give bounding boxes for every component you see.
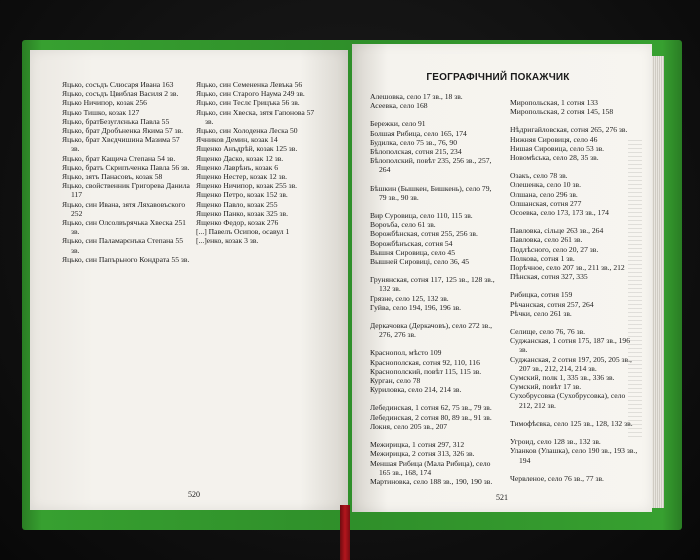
index-entry: Локня, село 205 зв., 207 — [370, 421, 448, 431]
index-entry: Яцько Тишко, козак 127 — [62, 107, 140, 117]
index-entry: Яцько, свойственник Григорева Данила 117 — [62, 181, 190, 200]
right-page-number: 521 — [496, 493, 508, 502]
index-entry: Яцько, син Старого Наума 249 зв. — [196, 89, 305, 99]
index-entry: Деркачовка (Деркачовъ), село 272 зв., 276, 276 зв. — [370, 321, 492, 340]
left-page-number: 520 — [188, 490, 200, 499]
index-entry: Ященко Нестер, козак 12 зв. — [196, 172, 288, 182]
index-entry: Уланков (Улашка), село 190 зв., 193 зв., 194 — [510, 446, 638, 465]
index-entry: Краснополская, сотня 92, 110, 116 — [370, 357, 480, 367]
index-entry: Бережки, село 91 — [370, 119, 426, 129]
index-entry: Полкова, сотня 1 зв. — [510, 253, 575, 263]
index-entry: Сухобрусовка (Сухобрусовка), село 212, 212 зв. — [510, 391, 626, 410]
index-entry: Яцько, син Олсолвърячька Хвеска 251 зв. — [62, 218, 186, 237]
index-entry: Яцько, братБезуглєнька Павла 55 — [62, 116, 170, 126]
index-entry: Павловка, село 261 зв. — [510, 235, 583, 245]
index-entry: Яцько, брат Кащича Степана 54 зв. — [62, 153, 176, 163]
index-entry: Селище, село 76, 76 зв. — [510, 327, 586, 337]
index-entry: Яцько, син Хвеска, зятя Гапонова 57 зв. — [196, 107, 315, 126]
index-entry: Межирицка, 2 сотня 313, 326 зв. — [370, 449, 475, 459]
index-entry: Рѣчанская, сотня 257, 264 — [510, 299, 594, 309]
index-entry: Озакъ, село 78 зв. — [510, 171, 568, 181]
index-title: ГЕОГРАФІЧНИЙ ПОКАЖЧИК — [426, 72, 570, 83]
index-entry: Бѣшкин (Бышкен, Бишкень), село 79, 79 зв., 90 зв. — [370, 183, 492, 202]
index-entry: Яцько, син Теслє Грицъка 56 зв. — [196, 98, 300, 108]
index-entry: Болшая Рибица, село 165, 174 — [370, 128, 467, 138]
index-entry: Грунянская, сотня 117, 125 зв., 128 зв., 132 зв. — [370, 275, 495, 294]
bookmark-ribbon — [340, 505, 350, 560]
index-entry: Яцько Ничипор, козак 256 — [62, 98, 147, 108]
index-entry: Суджанская, 1 сотня 175, 187 зв., 196 зв. — [510, 336, 631, 355]
right-page-column-1 — [370, 92, 500, 486]
index-entry: Сумский, полк 1, 335 зв., 336 зв. — [510, 373, 615, 383]
index-entry: Яцько, братъ Скрипъченка Павла 56 зв. — [62, 162, 190, 172]
index-entry: Будилка, село 75 зв., 76, 90 — [370, 137, 458, 147]
index-entry: Бѣлополская, сотня 215, 234 — [370, 147, 462, 157]
index-entry: Пѣнская, сотня 327, 335 — [510, 272, 588, 282]
index-entry: Курган, село 78 — [370, 376, 421, 386]
index-entry: Яцько, брат Хвєдчишина Мазима 57 зв. — [62, 135, 180, 154]
index-entry: Яцько, зятъ Панасовъ, козак 58 — [62, 172, 163, 182]
index-entry: Нижняя Сировиця, село 46 — [510, 134, 598, 144]
index-entry: Ященко Павло, козак 255 — [196, 199, 278, 209]
index-entry: Новомѣська, село 28, 35 зв. — [510, 153, 599, 163]
page-edges — [652, 56, 664, 508]
index-entry: Ященко Петро, козак 152 зв. — [196, 190, 288, 200]
index-entry: Лебединская, 1 сотня 62, 75 зв., 79 зв. — [370, 403, 492, 413]
index-entry: Олшанская, сотня 277 — [510, 198, 582, 208]
index-entry: Рибицка, сотня 159 — [510, 290, 573, 300]
index-entry: Краснополский, повѣт 115, 115 зв. — [370, 366, 482, 376]
index-entry: Яцько, син Папърьного Кондрата 55 зв. — [62, 254, 190, 264]
index-entry: Межирицка, 1 сотня 297, 312 — [370, 440, 465, 450]
index-entry: Ященко Ничипор, козак 255 зв. — [196, 181, 298, 191]
index-entry: Осоевка, село 173, 173 зв., 174 — [510, 208, 609, 218]
index-entry: Миропольская, 2 сотня 145, 158 — [510, 107, 614, 117]
index-entry: Ященко Анъдрѣй, козак 125 зв. — [196, 144, 298, 154]
index-entry: Порѣчное, село 207 зв., 211 зв., 212 — [510, 263, 625, 273]
left-page-column-2 — [196, 80, 324, 246]
index-entry: Вышня Сировица, село 45 — [370, 247, 455, 257]
index-entry: Рѣчки, село 261 зв. — [510, 308, 572, 318]
index-entry: Яцько, сосъдъ Цвиблая Василя 2 зв. — [62, 89, 179, 99]
index-entry: Червленое, село 76 зв., 77 зв. — [510, 473, 604, 483]
index-entry: Бѣлополский, повѣт 235, 256 зв., 257, 264 — [370, 156, 492, 175]
index-entry: Грязне, село 125, 132 зв. — [370, 293, 449, 303]
right-page-column-2 — [510, 98, 638, 483]
index-entry: Павловка, сільце 263 зв., 264 — [510, 226, 604, 236]
index-entry: Олшана, село 296 зв. — [510, 189, 578, 199]
index-entry: Ященко Федор, козак 276 — [196, 218, 279, 228]
left-page-column-1 — [62, 80, 190, 264]
index-entry: Куриловка, село 214, 214 зв. — [370, 385, 462, 395]
index-entry: Гуйва, село 194, 196, 196 зв. — [370, 302, 462, 312]
index-entry: Ворожбѣнъская, сотня 54 — [370, 238, 453, 248]
index-entry: Ячников Демин, козак 14 — [196, 135, 278, 145]
index-entry: Лебединская, 2 сотня 80, 89 зв., 91 зв. — [370, 412, 492, 422]
index-entry: Вышней Сировиці, село 36, 45 — [370, 257, 470, 267]
index-entry: Краснопол, мѣсто 109 — [370, 348, 442, 358]
index-entry: Яцько, син Паламарєнъка Степана 55 зв. — [62, 236, 183, 255]
index-entry: Подлѣсного, село 20, 27 зв. — [510, 244, 599, 254]
index-entry: Алешовка, село 17 зв., 18 зв. — [370, 92, 463, 101]
index-entry: Ященко Панко, козак 325 зв. — [196, 208, 288, 218]
index-entry: Яцько, син Ивана, зятя Ляхавовъского 252 — [62, 199, 186, 218]
index-entry: Тимофѣєвка, село 125 зв., 128, 132 зв. — [510, 418, 633, 428]
index-entry: Вир Суровица, село 110, 115 зв. — [370, 211, 473, 221]
index-entry: Миропольская, 1 сотня 133 — [510, 98, 598, 107]
index-entry: Вороъба, село 61 зв. — [370, 220, 436, 230]
index-entry: Яцько, сосъдъ Слюсаря Ивана 163 — [62, 80, 174, 89]
index-entry: Нѣдригайловская, сотня 265, 276 зв. — [510, 125, 628, 135]
index-entry: Мартиновка, село 188 зв., 190, 190 зв. — [370, 476, 493, 486]
index-entry: Ященко Даско, козак 12 зв. — [196, 153, 284, 163]
index-entry: Суджанская, 2 сотня 197, 205, 205 зв., 207 зв., 212, 214, 214 зв. — [510, 354, 632, 373]
index-entry: Асеевка, село 168 — [370, 101, 428, 111]
index-entry: Меншая Рибица (Мала Рибица), село 165 зв., 168, 174 — [370, 458, 491, 477]
index-entry: [...]енко, козак 3 зв. — [196, 236, 259, 246]
index-entry: [...] Павелъ Осипов, осавул 1 — [196, 227, 290, 237]
index-entry: Ященко Лаврѣнъ, козак 6 — [196, 162, 279, 172]
index-entry: Угроид, село 128 зв., 132 зв. — [510, 437, 601, 447]
index-entry: Яцько, брат Дробъненка Якима 57 зв. — [62, 126, 184, 136]
index-entry: Нишая Сировица, село 53 зв. — [510, 143, 605, 153]
index-entry: Ворожбѣнская, сотня 255, 256 зв. — [370, 229, 478, 239]
index-entry: Олешенка, село 10 зв. — [510, 180, 581, 190]
index-entry: Яцько, син Семененка Левъка 56 — [196, 80, 303, 89]
index-entry: Яцько, син Холоденка Леска 50 — [196, 126, 298, 136]
index-entry: Сумский, повѣт 17 зв. — [510, 382, 582, 392]
